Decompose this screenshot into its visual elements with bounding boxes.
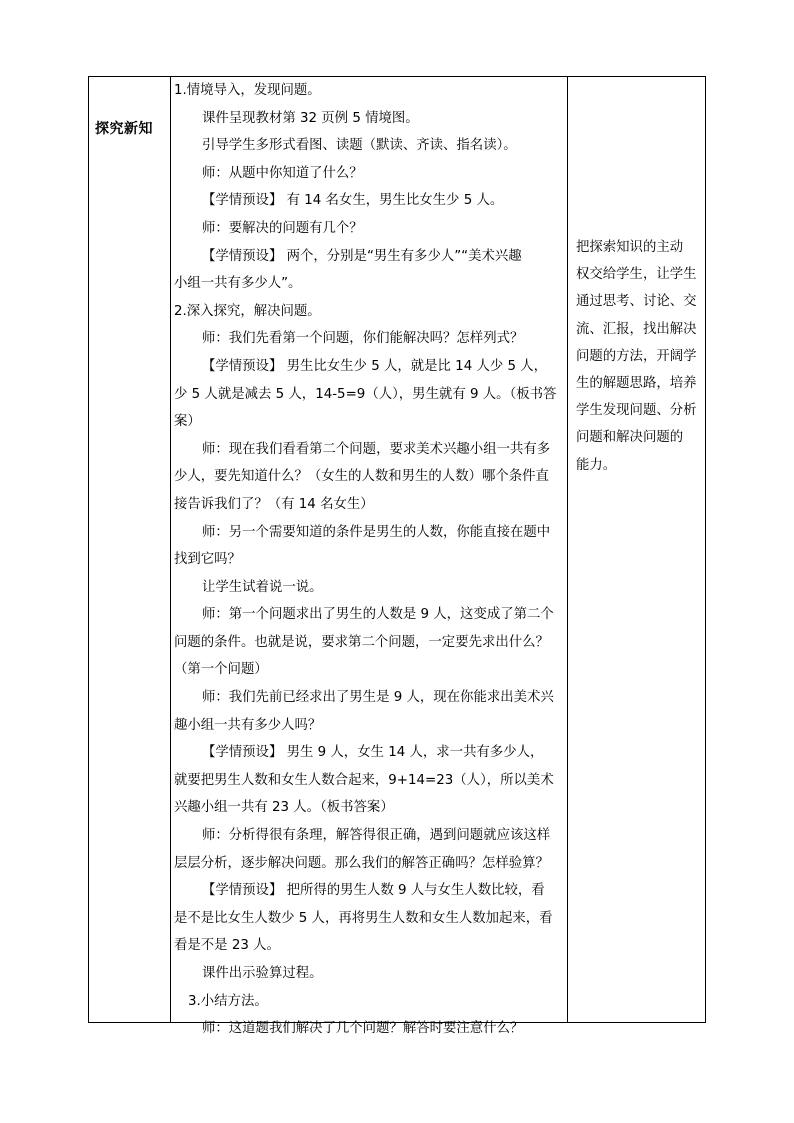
text-line: 找到它吗？: [174, 552, 241, 568]
text-line: 课件呈现教材第 32 页例 5 情境图。: [202, 110, 419, 126]
text-line: 师：这道题我们解决了几个问题？解答时要注意什么？: [202, 1021, 524, 1037]
text-line: 师：分析得很有条理，解答得很正确，遇到问题就应该这样: [202, 828, 551, 844]
text-line: 就要把男生人数和女生人数合起来，9+14=23（人），所以美术: [174, 772, 554, 788]
text-line: 【学情预设】 两个，分别是“男生有多少人”“美术兴趣: [202, 248, 522, 264]
text-line: 师：从题中你知道了什么？: [202, 165, 363, 181]
text-line: 师：现在我们看看第二个问题，要求美术兴趣小组一共有多: [202, 441, 551, 457]
note-line: 能力。: [576, 457, 617, 473]
text-line: 引导学生多形式看图、读题（默读、齐读、指名读）。: [202, 138, 517, 154]
text-line: 师：我们先看第一个问题，你们能解决吗？怎样列式？: [202, 331, 524, 347]
lesson-plan-table: [88, 76, 706, 1037]
note-line: 生的解题思路，培养: [576, 375, 697, 391]
text-line: 案）: [174, 414, 201, 430]
text-line: 是不是比女生人数少 5 人，再将男生人数和女生人数加起来，看: [174, 910, 553, 926]
section-label-cell: [89, 77, 171, 1022]
design-intent-text: [576, 234, 701, 479]
text-line: 接告诉我们了？（有 14 名女生）: [174, 496, 374, 512]
teaching-process-cell: [171, 77, 568, 1037]
text-line: 少 5 人就是减去 5 人，14-5=9（人），男生就有 9 人。（板书答: [174, 386, 557, 402]
text-line: 看是不是 23 人。: [174, 938, 280, 954]
text-line: 小组一共有多少人”。: [174, 276, 302, 292]
note-line: 流、汇报，找出解决: [576, 321, 697, 337]
text-line: （第一个问题）: [174, 662, 268, 678]
text-line: 【学情预设】 把所得的男生人数 9 人与女生人数比较，看: [202, 883, 545, 899]
note-line: 权交给学生，让学生: [576, 267, 697, 283]
note-line: 通过思考、讨论、交: [576, 294, 697, 310]
text-line: 趣小组一共有多少人吗？: [174, 717, 322, 733]
note-line: 问题的方法，开阔学: [576, 348, 697, 364]
text-line: 少人，要先知道什么？（女生的人数和男生的人数）哪个条件直: [174, 469, 549, 485]
note-line: 学生发现问题、分析: [576, 403, 697, 419]
text-line: 3.小结方法。: [188, 993, 268, 1009]
text-line: 师：第一个问题求出了男生的人数是 9 人，这变成了第二个: [202, 607, 554, 623]
text-line: 师：要解决的问题有几个？: [202, 220, 363, 236]
text-line: 兴趣小组一共有 23 人。（板书答案）: [174, 800, 394, 816]
design-intent-cell: [568, 77, 705, 1022]
text-line: 层层分析，逐步解决问题。那么我们的解答正确吗？怎样验算？: [174, 855, 549, 871]
note-line: 把探索知识的主动: [576, 240, 684, 255]
text-line: 【学情预设】 男生 9 人，女生 14 人，求一共有多少人，: [202, 745, 544, 761]
note-line: 问题和解决问题的: [576, 430, 684, 446]
text-line: 【学情预设】 有 14 名女生，男生比女生少 5 人。: [202, 193, 504, 209]
teaching-process-text: [174, 77, 563, 1043]
text-line: 【学情预设】 男生比女生少 5 人，就是比 14 人少 5 人，: [202, 358, 548, 374]
text-line: 师：我们先前已经求出了男生是 9 人，现在你能求出美术兴: [202, 690, 554, 706]
text-line: 1.情境导入，发现问题。: [174, 83, 321, 98]
text-line: 师：另一个需要知道的条件是男生的人数，你能直接在题中: [202, 524, 551, 540]
section-label: 探究新知: [95, 121, 153, 137]
text-line: 问题的条件。也就是说，要求第二个问题，一定要先求出什么？: [174, 634, 549, 650]
text-line: 课件出示验算过程。: [202, 966, 323, 981]
text-line: 让学生试着说一说。: [202, 579, 323, 595]
text-line: 2.深入探究，解决问题。: [174, 303, 321, 319]
